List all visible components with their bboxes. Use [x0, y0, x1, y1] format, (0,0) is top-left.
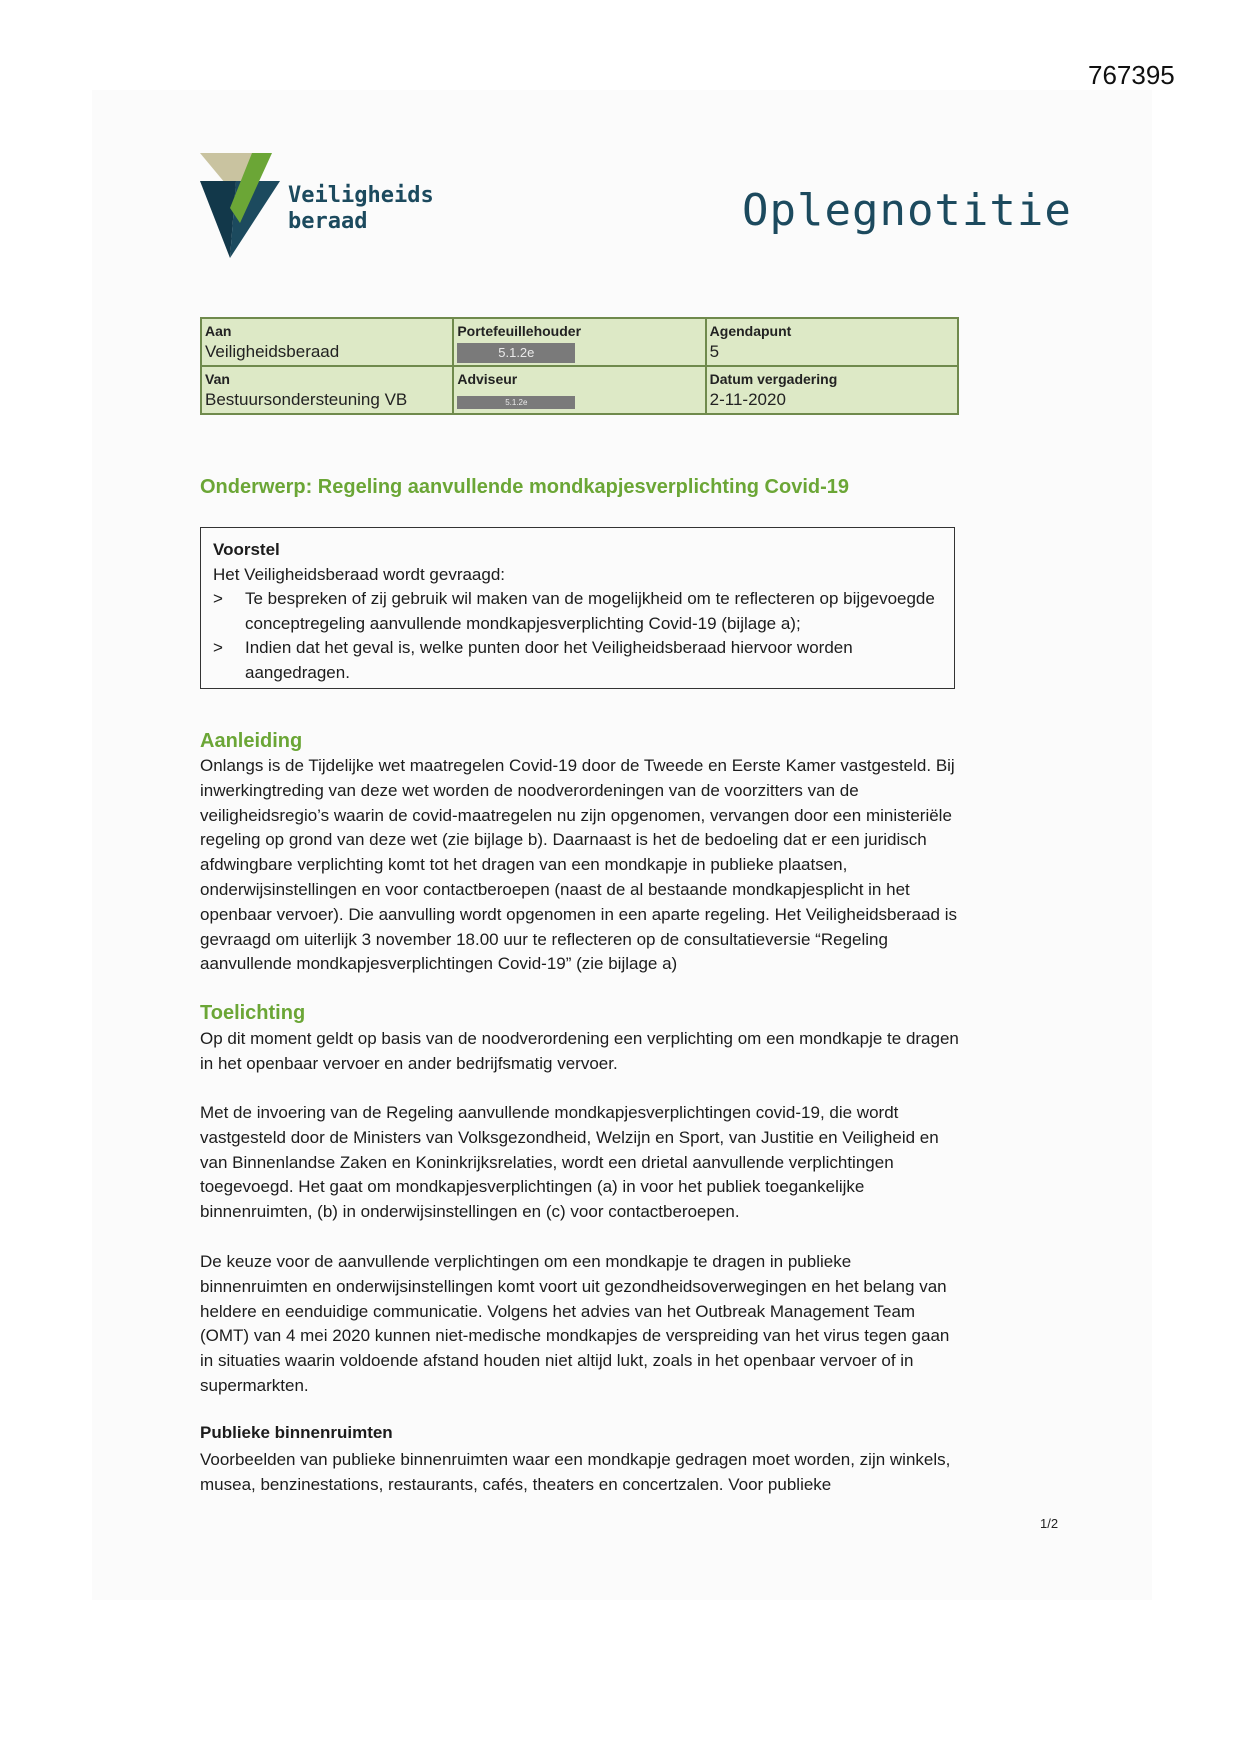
- aanleiding-heading: Aanleiding: [200, 730, 303, 752]
- aan-label: Aan: [205, 323, 232, 339]
- bullet-text: Indien dat het geval is, welke punten door het Veiligheidsberaad hiervoor worden aangedragen.: [245, 638, 853, 682]
- aanleiding-text: Onlangs is de Tijdelijke wet maatregelen Covid-19 door de Tweede en Eerste Kamer vastgesteld. Bij inwerkingtreding van deze wet worden de noodverordeningen van de voorzitters van de veiligheidsregio’s waarin de covid-maatregelen nu zijn opgenomen, vervangen door een ministeriële regeling op grond van deze wet (zie bijlage b). Daarnaast is het de bedoeling dat er een juridisch afdwingbare verplichting komt tot het dragen van een mondkapje in publieke plaatsen, onderwijsinstellingen en voor contactberoepen (naast de al bestaande mondkapjesplicht in het openbaar vervoer). Die aanvulling wordt opgenomen in een aparte regeling. Het Veiligheidsberaad is gevraagd om uiterlijk 3 november 18.00 uur te reflecteren op de consultatieversie “Regeling aanvullende mondkapjesverplichtingen Covid-19” (zie bijlage a): [200, 756, 957, 974]
- datum-label: Datum vergadering: [709, 371, 838, 387]
- meta-cell-portefeuillehouder: [453, 318, 705, 366]
- aan-value: Veiligheidsberaad: [205, 342, 340, 361]
- page-number: 1/2: [1040, 1516, 1059, 1531]
- document-number: 767395: [1088, 60, 1175, 90]
- meta-table: [200, 317, 959, 415]
- toelichting-paragraph-1: Op dit moment geldt op basis van de noodverordening een verplichting om een mondkapje te dragen in het openbaar vervoer en ander bedrijfsmatig vervoer.: [200, 1029, 959, 1073]
- logo-v-icon: [200, 153, 280, 258]
- redaction-box: 5.1.2e: [457, 343, 575, 363]
- voorstel-intro: Het Veiligheidsberaad wordt gevraagd:: [213, 564, 506, 584]
- agendapunt-value: 5: [709, 342, 720, 361]
- datum-value: 2-11-2020: [709, 390, 786, 409]
- logo-line-1: Veiligheids: [288, 183, 434, 208]
- toelichting-paragraph-3: De keuze voor de aanvullende verplichtingen om een mondkapje te dragen in publieke binnenruimten en onderwijsinstellingen komt voort uit gezondheidsoverwegingen en het belang van heldere en eenduidige communicatie. Volgens het advies van het Outbreak Management Team (OMT) van 4 mei 2020 kunnen niet-medische mondkapjes de verspreiding van het virus tegen gaan in situaties waarin voldoende afstand houden niet altijd lukt, zoals in het openbaar vervoer of in supermarkten.: [200, 1252, 950, 1395]
- meta-cell-datum: [706, 366, 958, 414]
- adviseur-label: Adviseur: [457, 371, 518, 387]
- bullet-text: Te bespreken of zij gebruik wil maken van de mogelijkheid om te reflecteren op bijgevoegde conceptregeling aanvullende mondkapjesverplichting Covid-19 (bijlage a);: [245, 589, 935, 633]
- portefeuillehouder-label: Portefeuillehouder: [457, 323, 582, 339]
- meta-cell-adviseur: [453, 366, 705, 414]
- veiligheidsberaad-logo: [200, 153, 500, 263]
- bullet-marker: >: [213, 638, 223, 657]
- subject-heading: Onderwerp: Regeling aanvullende mondkapjesverplichting Covid-19: [200, 476, 850, 498]
- van-value: Bestuursondersteuning VB: [205, 390, 408, 409]
- meta-cell-van: [201, 366, 453, 414]
- logo-line-2: beraad: [288, 209, 368, 234]
- toelichting-heading: Toelichting: [200, 1002, 306, 1024]
- document-title: Oplegnotitie: [742, 185, 1072, 236]
- list-item: [213, 587, 942, 636]
- meta-cell-agendapunt: [706, 318, 958, 366]
- voorstel-box: [200, 527, 955, 689]
- redaction-box: 5.1.2e: [457, 396, 575, 409]
- meta-cell-aan: [201, 318, 453, 366]
- agendapunt-label: Agendapunt: [709, 323, 792, 339]
- publieke-binnenruimten-text: Voorbeelden van publieke binnenruimten waar een mondkapje gedragen moet worden, zijn winkels, musea, benzinestations, restaurants, cafés, theaters en concertzalen. Voor publieke: [200, 1450, 951, 1494]
- list-item: [213, 636, 942, 685]
- van-label: Van: [205, 371, 230, 387]
- publieke-binnenruimten-heading: Publieke binnenruimten: [200, 1423, 393, 1442]
- bullet-marker: >: [213, 589, 223, 608]
- toelichting-paragraph-2: Met de invoering van de Regeling aanvullende mondkapjesverplichtingen covid-19, die wordt vastgesteld door de Ministers van Volksgezondheid, Welzijn en Sport, van Justitie en Veiligheid en van Binnenlandse Zaken en Koninkrijksrelaties, wordt een drietal aanvullende verplichtingen toegevoegd. Het gaat om mondkapjesverplichtingen (a) in voor het publiek toegankelijke binnenruimten, (b) in onderwijsinstellingen en (c) voor contactberoepen.: [200, 1103, 939, 1222]
- voorstel-heading: Voorstel: [213, 540, 280, 559]
